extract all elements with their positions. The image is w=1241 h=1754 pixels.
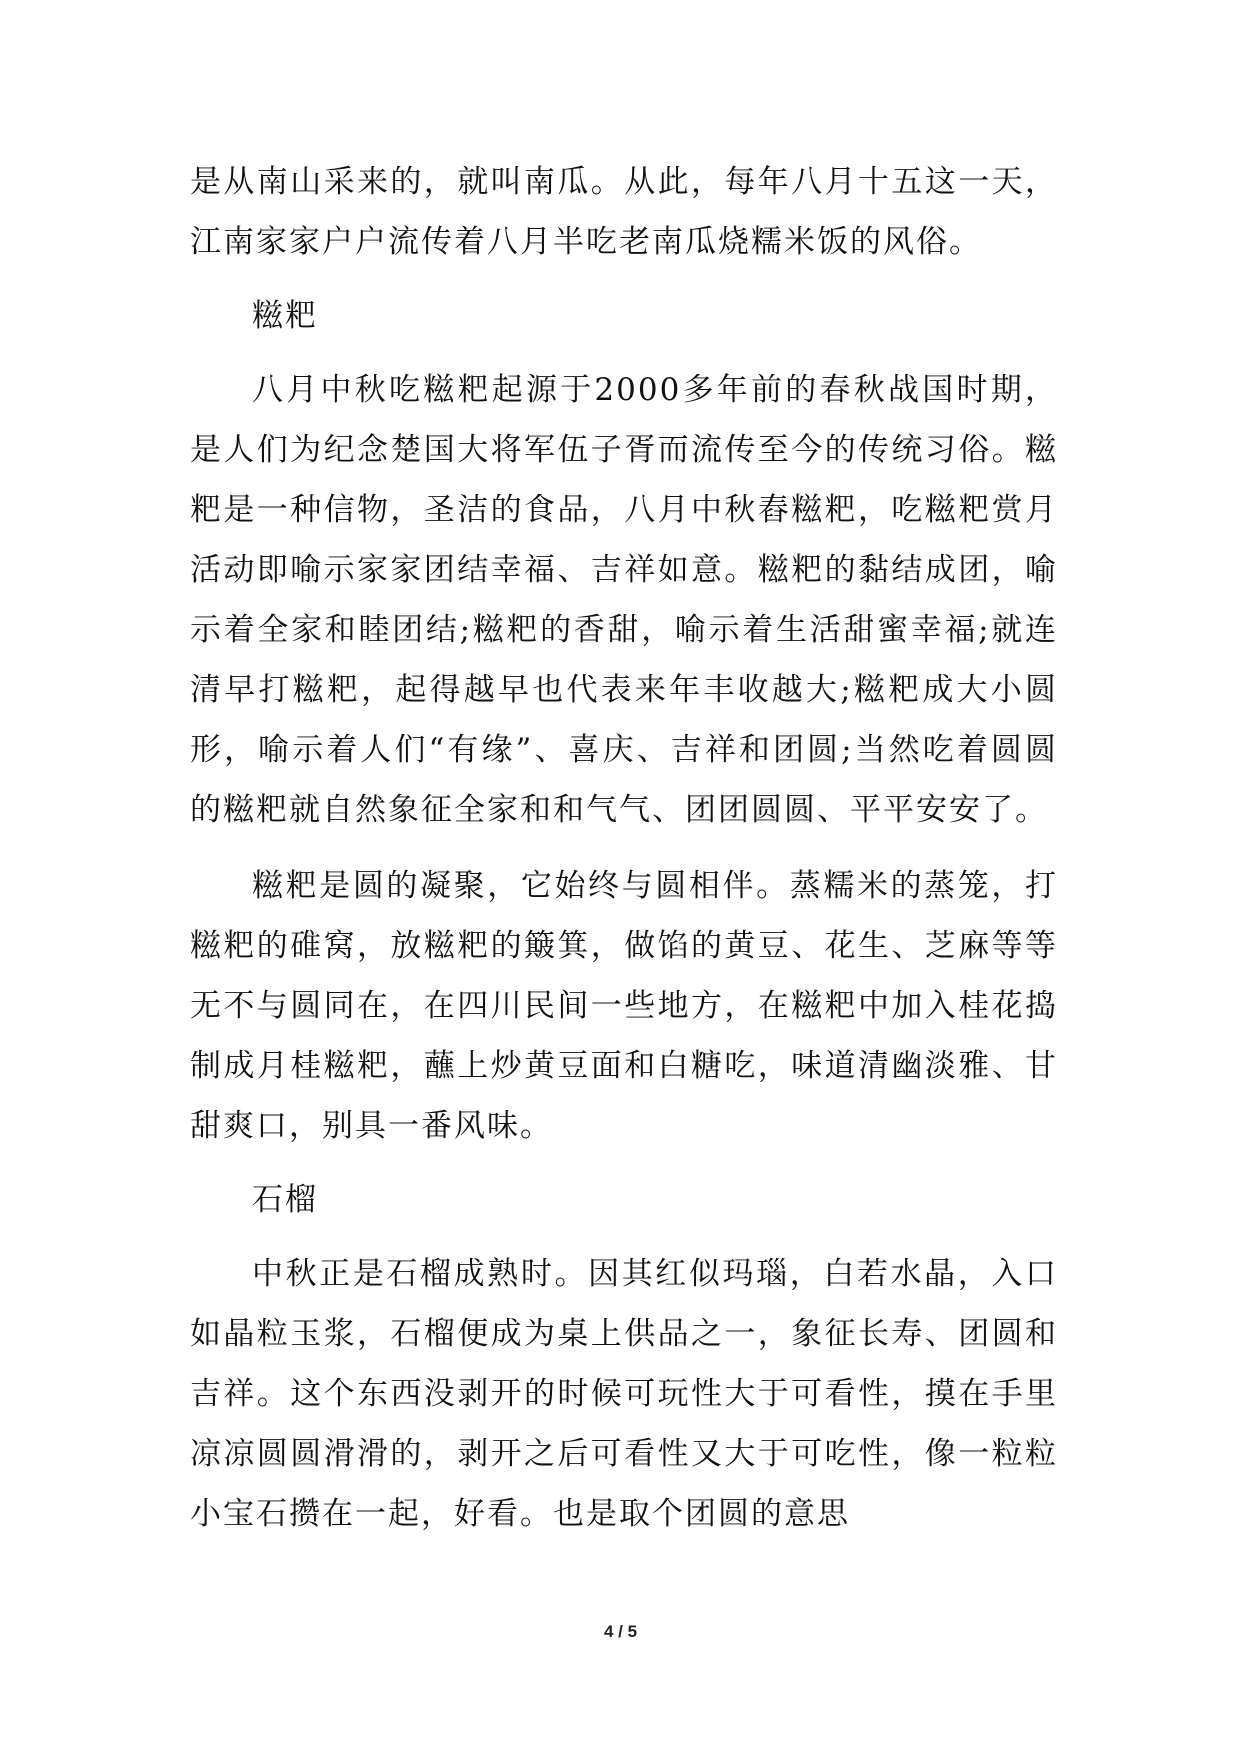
paragraph-pumpkin-custom: 是从南山采来的，就叫南瓜。从此，每年八月十五这一天，江南家家户户流传着八月半吃老南瓜烧糯米饭的风俗。	[190, 164, 1058, 260]
paragraph-ciba-origin: 八月中秋吃糍粑起源于2000多年前的春秋战国时期，是人们为纪念楚国大将军伍子胥而流传至今的传统习俗。糍粑是一种信物，圣洁的食品，八月中秋舂糍粑，吃糍粑赏月活动即喻示家家团结幸福、吉祥如意。糍粑的黏结成团，喻示着全家和睦团结;糍粑的香甜，喻示着生活甜蜜幸福;就连清早打糍粑，起得越早也代表来年丰收越大;糍粑成大小圆形，喻示着人们“有缘”、喜庆、吉祥和团圆;当然吃着圆圆的糍粑就自然象征全家和和气气、团团圆圆、平平安安了。	[190, 372, 1058, 828]
section-heading-ciba: 糍粑	[252, 298, 318, 334]
page-number: 4 / 5	[603, 1622, 638, 1641]
paragraph-ciba-circle: 糍粑是圆的凝聚，它始终与圆相伴。蒸糯米的蒸笼，打糍粑的碓窝，放糍粑的簸箕，做馅的黄豆、花生、芝麻等等无不与圆同在，在四川民间一些地方，在糍粑中加入桂花捣制成月桂糍粑，蘸上炒黄豆面和白糖吃，味道清幽淡雅、甘甜爽口，别具一番风味。	[190, 868, 1058, 1144]
paragraph-pomegranate: 中秋正是石榴成熟时。因其红似玛瑙，白若水晶，入口如晶粒玉浆，石榴便成为桌上供品之一，象征长寿、团圆和吉祥。这个东西没剥开的时候可玩性大于可看性，摸在手里凉凉圆圆滑滑的，剥开之后可看性又大于可吃性，像一粒粒小宝石攒在一起，好看。也是取个团圆的意思	[190, 1256, 1058, 1532]
section-heading-shiliu: 石榴	[252, 1182, 318, 1218]
document-body	[190, 152, 1058, 1544]
